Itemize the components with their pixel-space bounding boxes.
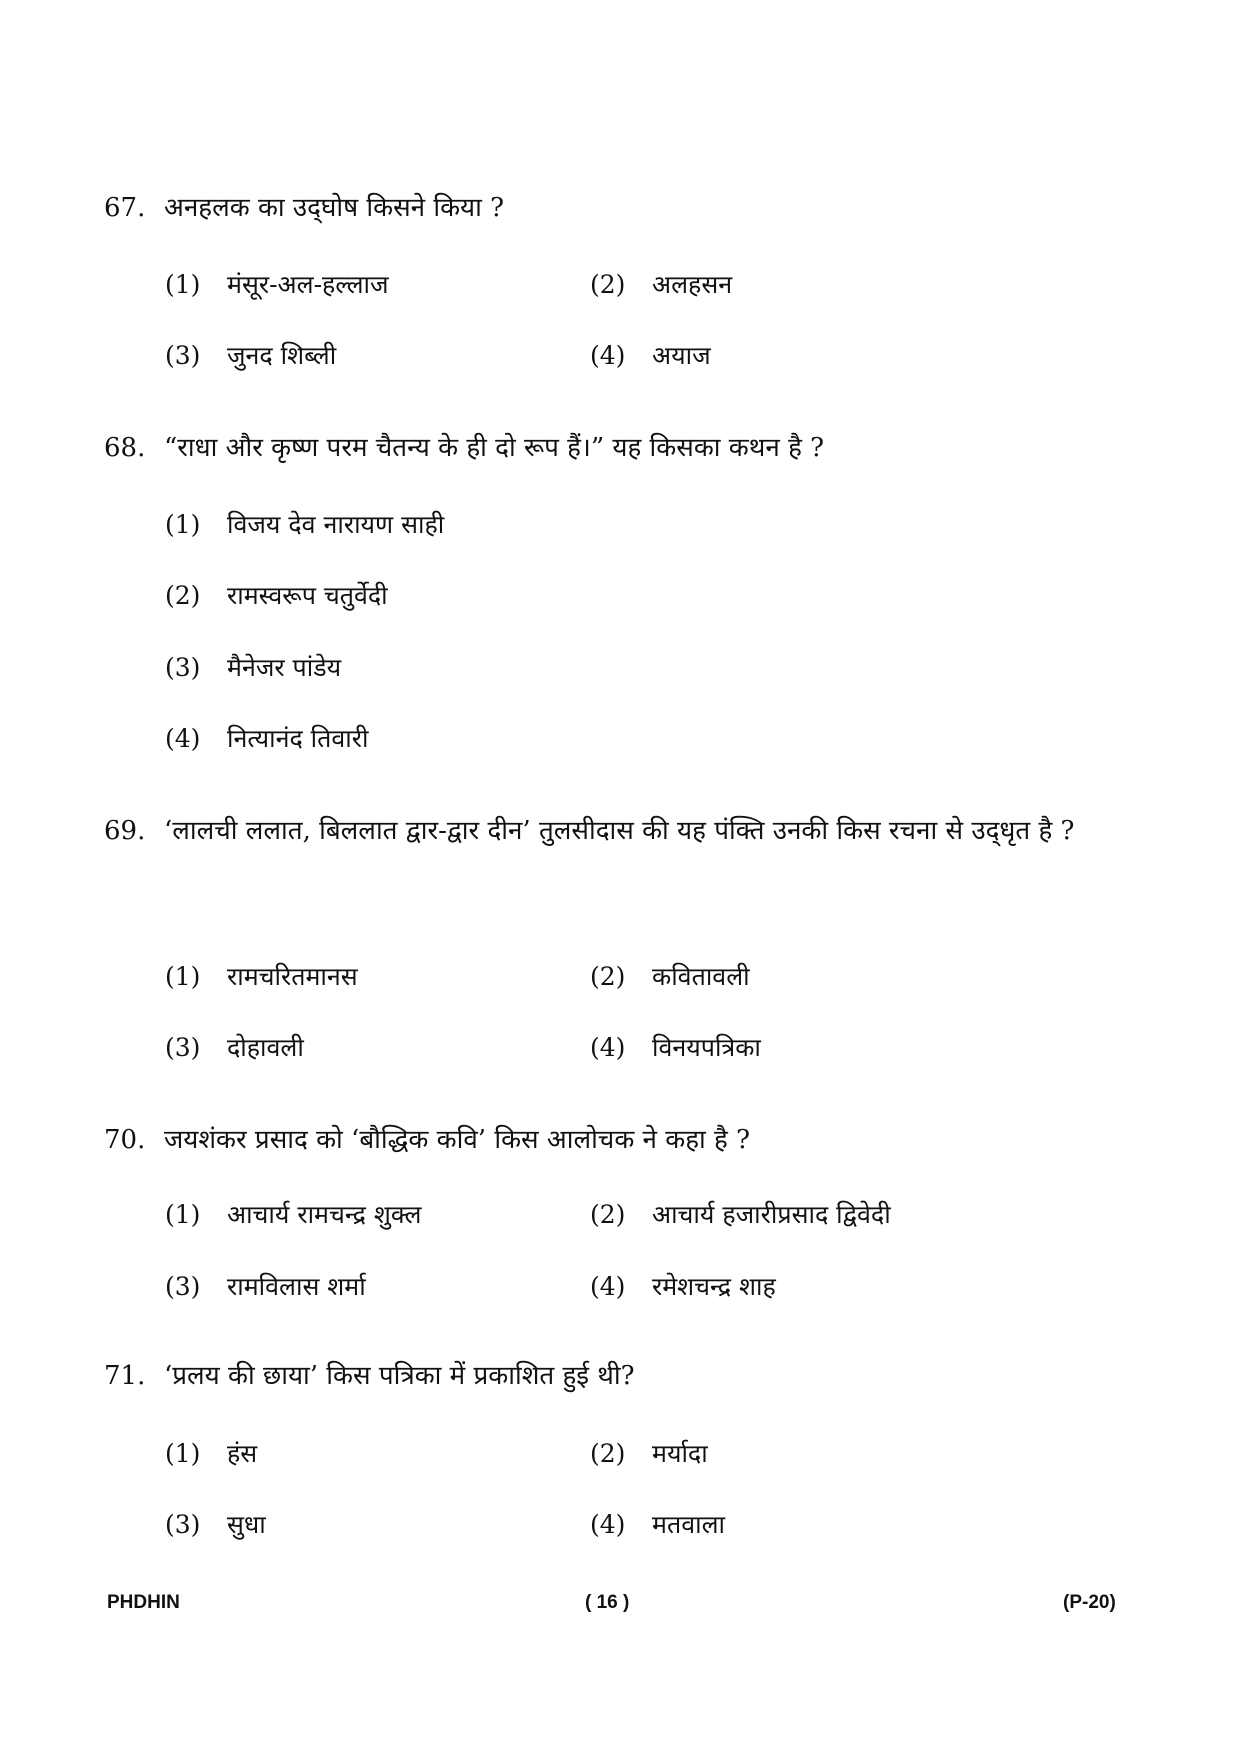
option-text: आचार्य रामचन्द्र शुक्ल xyxy=(227,1200,422,1229)
footer-paper-code: PHDHIN xyxy=(107,1592,180,1613)
option-text: नित्यानंद तिवारी xyxy=(227,724,369,753)
option-number: (3) xyxy=(165,1033,201,1062)
option-text: सुधा xyxy=(227,1510,266,1539)
option-70-1 xyxy=(165,1198,421,1232)
option-70-3 xyxy=(165,1270,366,1304)
option-number: (2) xyxy=(590,962,626,991)
option-text: विजय देव नारायण साही xyxy=(227,510,445,539)
option-69-4 xyxy=(590,1031,761,1065)
option-text: रामविलास शर्मा xyxy=(227,1272,366,1301)
option-text: मतवाला xyxy=(652,1510,726,1539)
option-number: (1) xyxy=(165,1200,201,1229)
question-text: ‘लालची ललात, बिललात द्वार-द्वार दीन’ तुलसीदास की यह पंक्ति उनकी किस रचना से उद्‌धृत है ? xyxy=(164,816,1075,846)
question-69 xyxy=(104,814,1144,914)
question-number: 70. xyxy=(104,1125,146,1155)
option-text: कवितावली xyxy=(652,962,750,991)
option-number: (1) xyxy=(165,270,201,299)
option-71-4 xyxy=(590,1508,725,1542)
option-71-1 xyxy=(165,1437,257,1471)
option-number: (2) xyxy=(590,1439,626,1468)
option-number: (3) xyxy=(165,1272,201,1301)
option-text: रामस्वरूप चतुर्वेदी xyxy=(227,581,388,610)
footer-series: (P-20) xyxy=(1063,1592,1116,1613)
option-number: (4) xyxy=(590,341,626,370)
option-number: (4) xyxy=(165,724,201,753)
option-70-4 xyxy=(590,1270,776,1304)
question-text: जयशंकर प्रसाद को ‘बौद्धिक कवि’ किस आलोचक ने कहा है ? xyxy=(164,1125,751,1155)
option-number: (3) xyxy=(165,341,201,370)
option-68-1 xyxy=(165,508,444,542)
option-69-2 xyxy=(590,960,750,994)
option-text: जुनद शिब्ली xyxy=(227,341,337,370)
option-text: हंस xyxy=(227,1439,258,1468)
question-number: 69. xyxy=(104,816,146,846)
footer-page-number: ( 16 ) xyxy=(585,1592,630,1613)
option-text: दोहावली xyxy=(227,1033,304,1062)
question-number: 67. xyxy=(104,193,146,223)
option-number: (4) xyxy=(590,1033,626,1062)
option-68-4 xyxy=(165,722,368,756)
option-67-1 xyxy=(165,268,389,302)
option-70-2 xyxy=(590,1198,891,1232)
question-text: अनहलक का उद्‌घोष किसने किया ? xyxy=(164,193,505,223)
question-text: ‘प्रलय की छाया’ किस पत्रिका में प्रकाशित हुई थी? xyxy=(164,1361,635,1391)
option-69-1 xyxy=(165,960,358,994)
option-text: अयाज xyxy=(652,341,711,370)
option-text: मंसूर-अल-हल्लाज xyxy=(227,270,389,299)
option-71-3 xyxy=(165,1508,266,1542)
option-number: (3) xyxy=(165,1510,201,1539)
option-number: (2) xyxy=(590,270,626,299)
option-text: आचार्य हजारीप्रसाद द्विवेदी xyxy=(652,1200,891,1229)
option-number: (3) xyxy=(165,653,201,682)
option-71-2 xyxy=(590,1437,708,1471)
option-text: विनयपत्रिका xyxy=(652,1033,761,1062)
option-text: अलहसन xyxy=(652,270,733,299)
option-68-2 xyxy=(165,579,388,613)
option-69-3 xyxy=(165,1031,304,1065)
option-67-2 xyxy=(590,268,732,302)
question-number: 68. xyxy=(104,433,146,463)
option-number: (4) xyxy=(590,1272,626,1301)
option-number: (4) xyxy=(590,1510,626,1539)
option-67-4 xyxy=(590,339,711,373)
option-number: (2) xyxy=(165,581,201,610)
option-text: मैनेजर पांडेय xyxy=(227,653,342,682)
option-number: (1) xyxy=(165,1439,201,1468)
option-number: (1) xyxy=(165,962,201,991)
option-text: रामचरितमानस xyxy=(227,962,358,991)
option-text: मर्यादा xyxy=(652,1439,708,1468)
option-68-3 xyxy=(165,651,341,685)
question-number: 71. xyxy=(104,1361,146,1391)
question-text: “राधा और कृष्ण परम चैतन्य के ही दो रूप हैं।” यह किसका कथन है ? xyxy=(164,433,825,463)
option-number: (1) xyxy=(165,510,201,539)
option-number: (2) xyxy=(590,1200,626,1229)
option-text: रमेशचन्द्र शाह xyxy=(652,1272,776,1301)
option-67-3 xyxy=(165,339,336,373)
